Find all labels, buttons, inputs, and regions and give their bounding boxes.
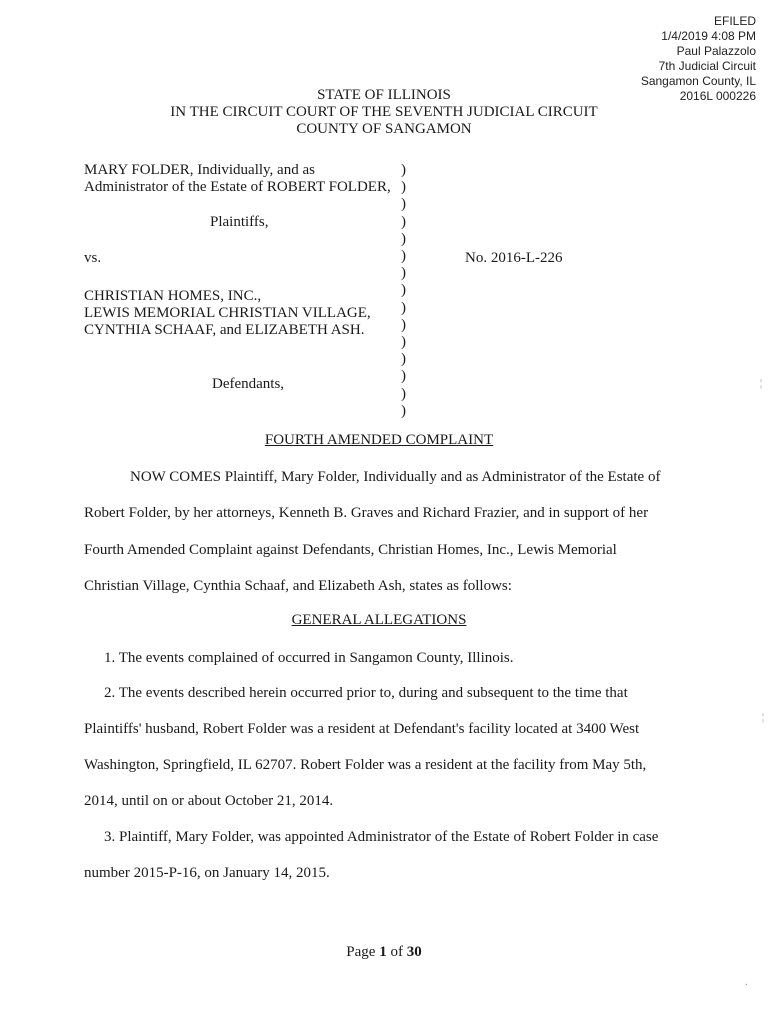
allegation-2-line3: Washington, Springfield, IL 62707. Robert Folder was a resident at the facility from May 5th, [84,757,647,773]
page-number [0,944,768,961]
paren-mark: ) [401,196,406,213]
scan-speck: ¦ [761,712,764,723]
paren-mark: ) [401,402,406,419]
efile-clerk: Paul Palazzolo [676,44,756,58]
section-heading: GENERAL ALLEGATIONS [291,612,467,628]
paren-mark: ) [401,351,406,368]
page-of: of [386,944,407,960]
versus-label: vs. [84,250,102,266]
page-current: 1 [379,944,387,960]
paren-mark: ) [401,282,406,299]
scan-speck: ¦ [759,378,762,389]
caption-parentheses [401,162,406,420]
allegation-3-line2: number 2015-P-16, on January 14, 2015. [84,865,330,881]
efile-case-id: 2016L 000226 [679,89,756,103]
paren-mark: ) [401,385,406,402]
paren-mark: ) [401,179,406,196]
page-total: 30 [406,944,422,960]
intro-line1: NOW COMES Plaintiff, Mary Folder, Individually and as Administrator of the Estate of [130,469,661,485]
page-prefix: Page [346,944,380,960]
allegation-2-line1: 2. The events described herein occurred prior to, during and subsequent to the time that [104,685,628,701]
court-state: STATE OF ILLINOIS [317,87,451,103]
case-number: No. 2016-L-226 [465,250,563,266]
paren-mark: ) [401,248,406,265]
intro-line2: Robert Folder, by her attorneys, Kenneth B. Graves and Richard Frazier, and in support of her [84,505,649,521]
allegation-1: 1. The events complained of occurred in Sangamon County, Illinois. [104,650,514,666]
defendant-line2: LEWIS MEMORIAL CHRISTIAN VILLAGE, [84,305,371,321]
paren-mark: ) [401,162,406,178]
paren-mark: ) [401,230,406,247]
plaintiff-name-line2: Administrator of the Estate of ROBERT FOLDER, [84,179,391,195]
defendants-label: Defendants, [212,376,285,392]
paren-mark: ) [401,265,406,282]
efile-circuit: 7th Judicial Circuit [658,59,756,73]
paren-mark: ) [401,316,406,333]
court-county: COUNTY OF SANGAMON [296,121,472,137]
efile-datetime: 1/4/2019 4:08 PM [661,29,756,43]
court-name: IN THE CIRCUIT COURT OF THE SEVENTH JUDICIAL CIRCUIT [170,104,598,120]
scan-speck: · [744,980,748,991]
allegation-2-line4: 2014, until on or about October 21, 2014. [84,793,334,809]
intro-line4: Christian Village, Cynthia Schaaf, and Elizabeth Ash, states as follows: [84,578,512,594]
paren-mark: ) [401,334,406,351]
allegation-2-line2: Plaintiffs' husband, Robert Folder was a resident at Defendant's facility located at 3400 West [84,721,640,737]
plaintiff-name-line1: MARY FOLDER, Individually, and as [84,162,315,178]
paren-mark: ) [401,299,406,316]
court-header [0,87,768,138]
paren-mark: ) [401,368,406,385]
paren-mark: ) [401,213,406,230]
allegation-3-line1: 3. Plaintiff, Mary Folder, was appointed Administrator of the Estate of Robert Folder in case [104,829,659,845]
defendant-line3: CYNTHIA SCHAAF, and ELIZABETH ASH. [84,322,365,338]
efile-status: EFILED [713,14,756,28]
complaint-title: FOURTH AMENDED COMPLAINT [264,432,494,448]
intro-line3: Fourth Amended Complaint against Defendants, Christian Homes, Inc., Lewis Memorial [84,542,617,558]
defendant-line1: CHRISTIAN HOMES, INC., [84,288,262,304]
efile-county: Sangamon County, IL [640,74,756,88]
plaintiffs-label: Plaintiffs, [210,214,269,230]
